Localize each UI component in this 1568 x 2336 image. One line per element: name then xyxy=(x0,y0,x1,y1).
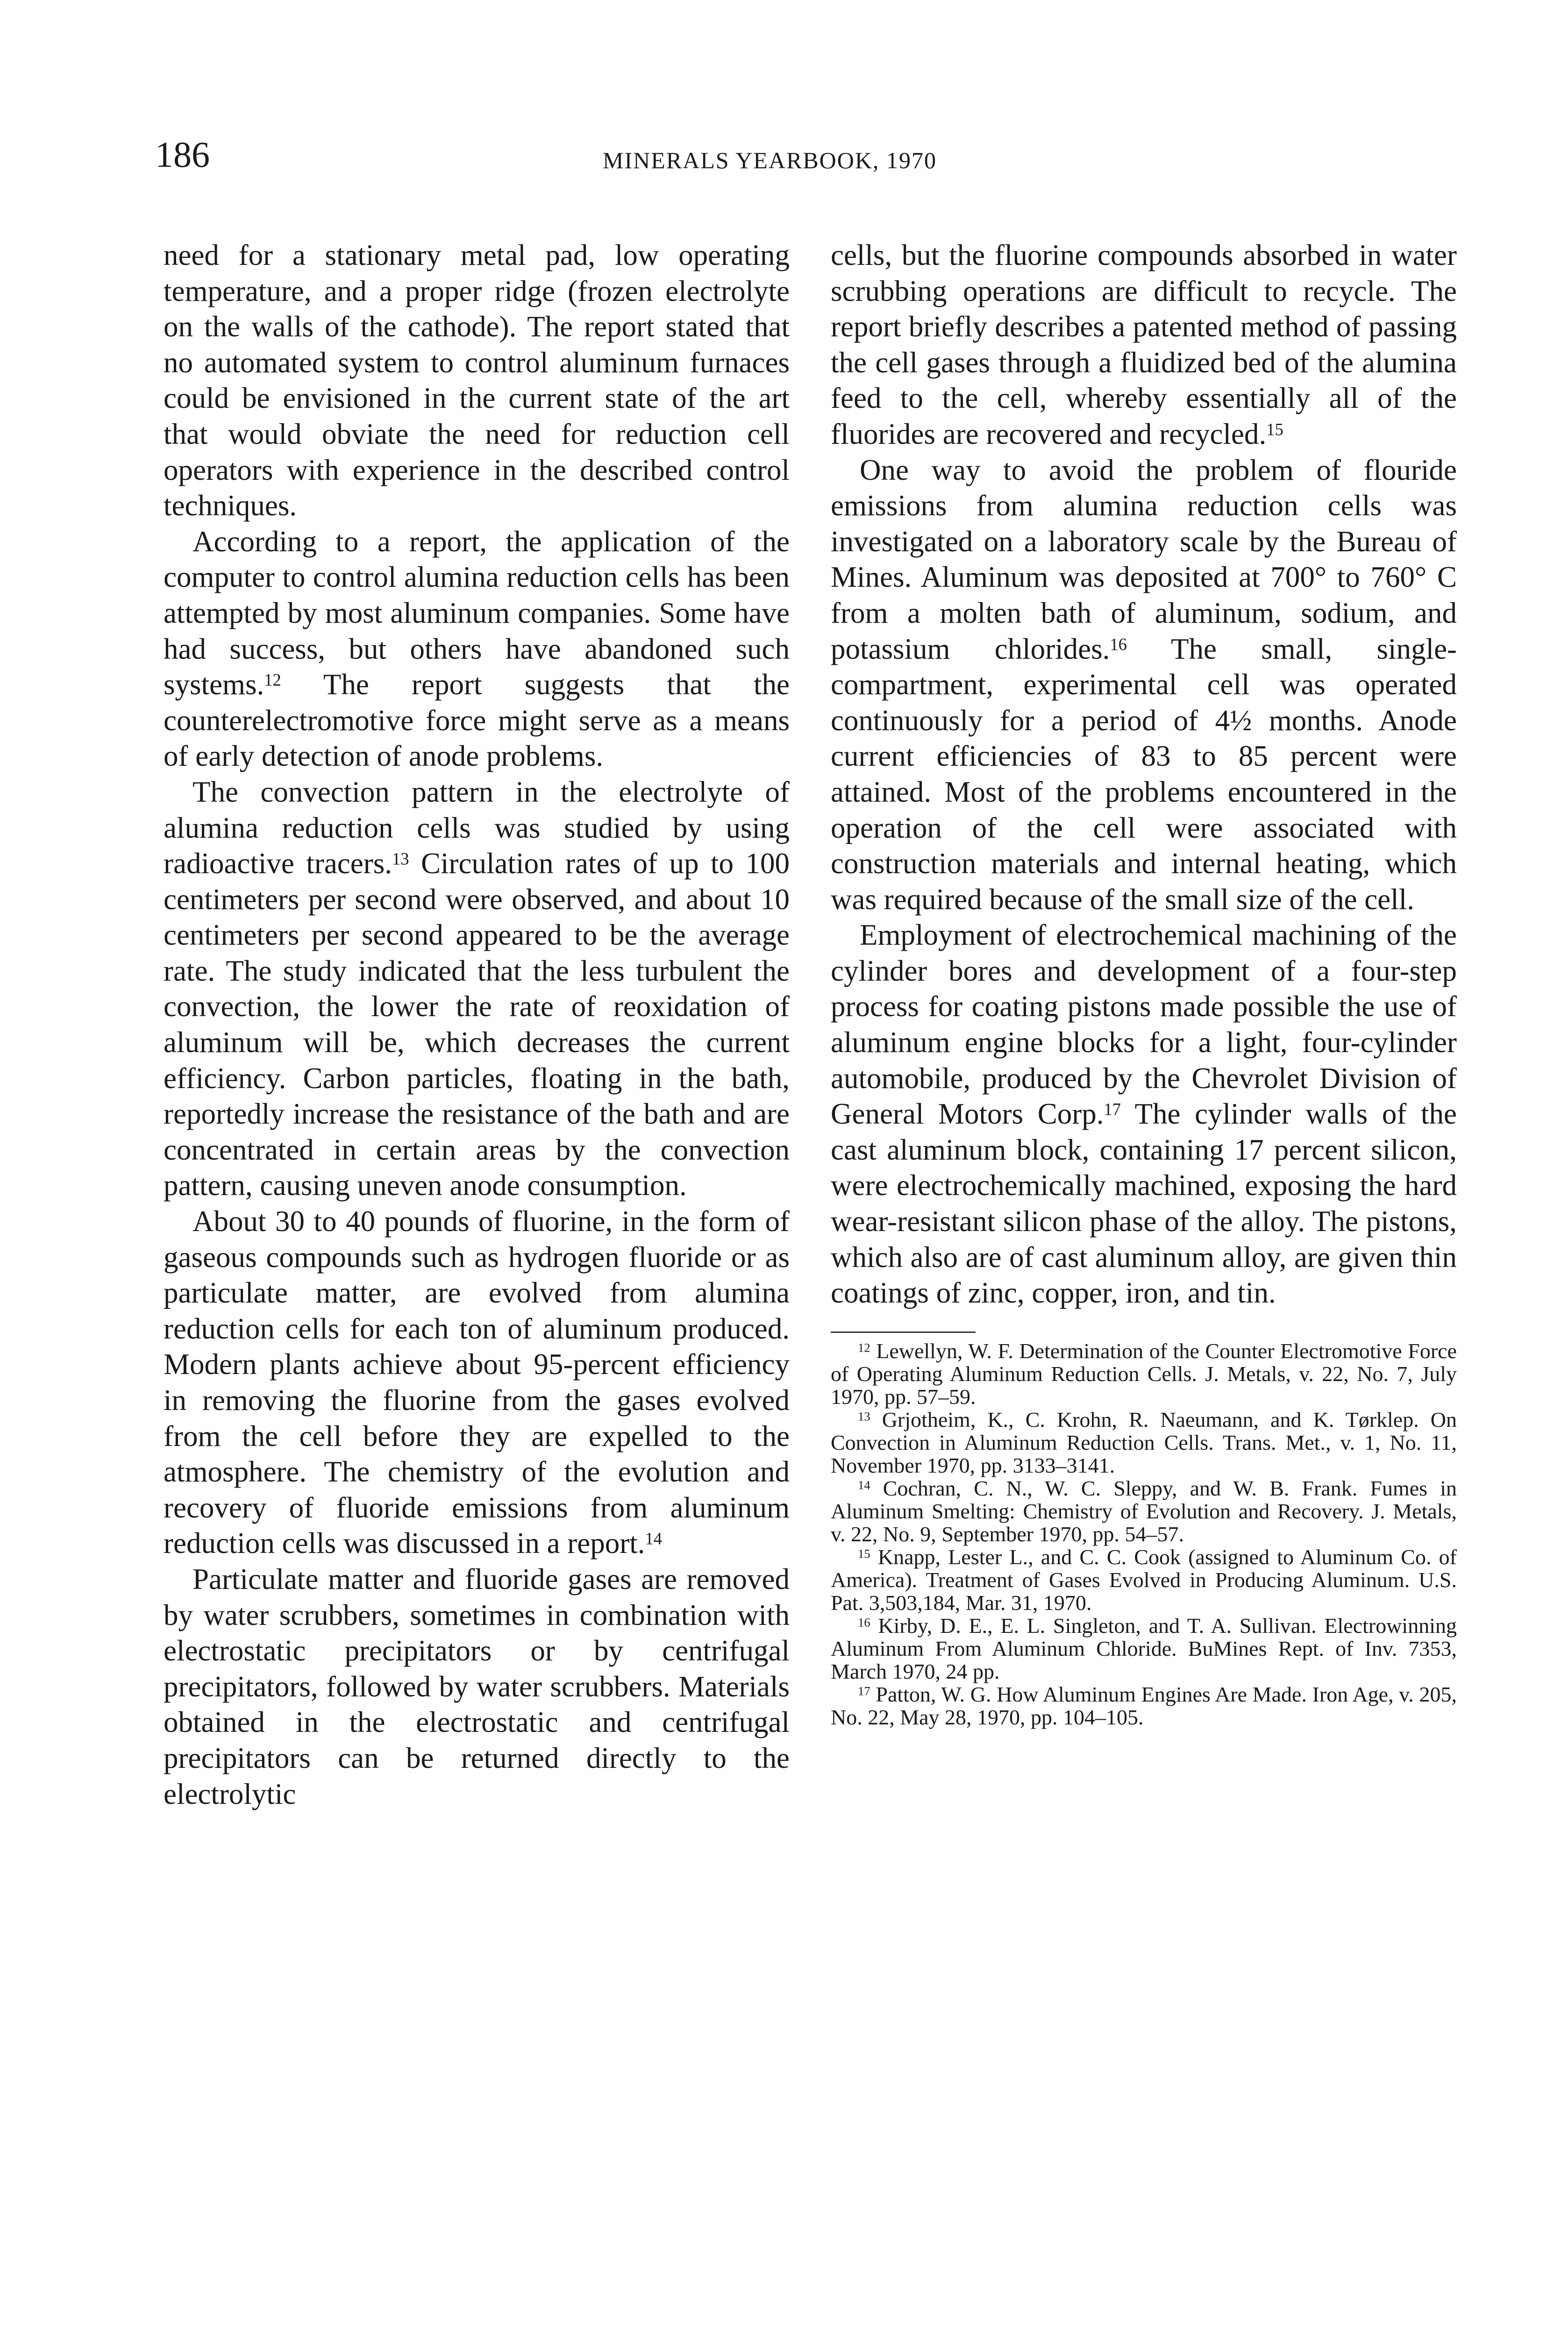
footnote-number: 16 xyxy=(858,1615,870,1630)
footnote-ref: 15 xyxy=(1266,420,1283,439)
left-column xyxy=(164,237,790,1812)
footnote-ref: 13 xyxy=(392,849,409,869)
footnote xyxy=(831,1614,1457,1683)
paragraph-text: cells, but the fluorine compounds absorbed in water scrubbing operations are difficult to recycle. The report briefly describes a patented method of passing the cell gases through a fluidized bed of the alumina feed to the cell, whereby essentially all of the fluorides are recovered and recycled. xyxy=(831,239,1457,450)
page-number: 186 xyxy=(155,134,210,175)
footnote-text: Kirby, D. E., E. L. Singleton, and T. A. Sullivan. Electrowinning Aluminum From Aluminum Chloride. BuMines Rept. of Inv. 7353, March 1970, 24 pp. xyxy=(831,1613,1457,1683)
paragraph-text: Particulate matter and fluoride gases are removed by water scrubbers, sometimes in combination with electrostatic precipitators or by centrifugal precipitators, followed by water scrubbers. Materials obtained in the electrostatic and centrifugal precipitators can be returned directly to the electrolytic xyxy=(164,1562,790,1810)
paragraph-text: One way to avoid the problem of flouride emissions from alumina reduction cells was investigated on a laboratory scale by the Bureau of Mines. Aluminum was deposited at 700° to 760° C from a molten bath of aluminum, sodium, and potassium chlorides. xyxy=(831,453,1457,665)
paragraph-text: The cylinder walls of the cast aluminum block, containing 17 percent silicon, were electrochemically machined, exposing the hard wear-resistant silicon phase of the alloy. The pistons, which also are of cast aluminum alloy, are given thin coatings of zinc, copper, iron, and tin. xyxy=(831,1097,1457,1310)
paragraph-text: Circulation rates of up to 100 centimeters per second were observed, and about 10 centimeters per second appeared to be the average rate. The study indicated that the less turbulent the convection, the lower the rate of reoxidation of aluminum will be, which decreases the current efficiency. Carbon particles, floating in the bath, reportedly increase the resistance of the bath and are concentrated in certain areas by the convection pattern, causing uneven anode consumption. xyxy=(164,847,790,1202)
paragraph-text: The report suggests that the counterelectromotive force might serve as a means of early detection of anode problems. xyxy=(164,668,790,773)
paragraph-text: Employment of electrochemical machining of the cylinder bores and development of a four-step process for coating pistons made possible the use of aluminum engine blocks for a light, four-cylinder automobile, produced by the Chevrolet Division of General Motors Corp. xyxy=(831,919,1457,1131)
footnote-ref: 12 xyxy=(264,670,281,690)
paragraph xyxy=(831,917,1457,1311)
footnote-divider xyxy=(831,1332,976,1333)
paragraph xyxy=(831,237,1457,452)
paragraph xyxy=(831,452,1457,918)
footnote-ref: 17 xyxy=(1104,1099,1121,1119)
footnote-number: 17 xyxy=(858,1684,870,1698)
running-head: MINERALS YEARBOOK, 1970 xyxy=(603,147,937,173)
paragraph-text: need for a stationary metal pad, low operating temperature, and a proper ridge (frozen electrolyte on the walls of the cathode). The report stated that no automated system to control aluminum furnaces could be envisioned in the current state of the art that would obviate the need for reduction cell operators with experience in the described control techniques. xyxy=(164,239,790,522)
right-column xyxy=(831,237,1457,1729)
paragraph xyxy=(164,774,790,1204)
footnote-text: Lewellyn, W. F. Determination of the Counter Electromotive Force of Operating Aluminum Reduction Cells. J. Metals, v. 22, No. 7, July 1970, pp. 57–59. xyxy=(831,1339,1457,1409)
footnote-number: 14 xyxy=(858,1478,870,1492)
paragraph xyxy=(164,237,790,524)
footnote-text: Cochran, C. N., W. C. Sleppy, and W. B. Frank. Fumes in Aluminum Smelting: Chemistry of Evolution and Recovery. J. Metals, v. 22, No. 9, September 1970, pp. 54–57. xyxy=(831,1476,1457,1546)
footnote-number: 13 xyxy=(858,1409,870,1424)
paragraph-text: According to a report, the application of the computer to control alumina reduction cells has been attempted by most aluminum companies. Some have had success, but others have abandoned such systems. xyxy=(164,525,790,701)
paragraph xyxy=(164,1561,790,1812)
footnote-number: 12 xyxy=(858,1340,870,1355)
footnotes xyxy=(831,1339,1457,1729)
paragraph xyxy=(164,1204,790,1561)
footnote-number: 15 xyxy=(858,1546,870,1561)
footnote xyxy=(831,1477,1457,1545)
paragraph-text: About 30 to 40 pounds of fluorine, in the form of gaseous compounds such as hydrogen fluoride or as particulate matter, are evolved from alumina reduction cells for each ton of aluminum produced. Modern plants achieve about 95-percent efficiency in removing the fluorine from the gases evolved from the cell before they are expelled to the atmosphere. The chemistry of the evolution and recovery of fluoride emissions from aluminum reduction cells was discussed in a report. xyxy=(164,1205,790,1560)
footnote xyxy=(831,1545,1457,1614)
footnote xyxy=(831,1339,1457,1408)
paragraph xyxy=(164,524,790,774)
footnote-text: Grjotheim, K., C. Krohn, R. Naeumann, and K. Tørklep. On Convection in Aluminum Reduction Cells. Trans. Met., v. 1, No. 11, November 1970, pp. 3133–3141. xyxy=(831,1407,1457,1477)
footnote-text: Knapp, Lester L., and C. C. Cook (assigned to Aluminum Co. of America). Treatment of Gases Evolved in Producing Aluminum. U.S. Pat. 3,503,184, Mar. 31, 1970. xyxy=(831,1545,1457,1615)
paragraph-text: The convection pattern in the electrolyte of alumina reduction cells was studied by using radioactive tracers. xyxy=(164,775,790,880)
footnote-ref: 16 xyxy=(1110,634,1127,654)
footnote xyxy=(831,1683,1457,1729)
footnote-text: Patton, W. G. How Aluminum Engines Are Made. Iron Age, v. 205, No. 22, May 28, 1970, pp. 104–105. xyxy=(831,1682,1457,1729)
paragraph-text: The small, single-compartment, experimental cell was operated continuously for a period of 4½ months. Anode current efficiencies of 83 to 85 percent were attained. Most of the problems encountered in the operation of the cell were associated with construction materials and internal heating, which was required because of the small size of the cell. xyxy=(831,632,1457,916)
footnote xyxy=(831,1408,1457,1477)
footnote-ref: 14 xyxy=(645,1529,662,1549)
